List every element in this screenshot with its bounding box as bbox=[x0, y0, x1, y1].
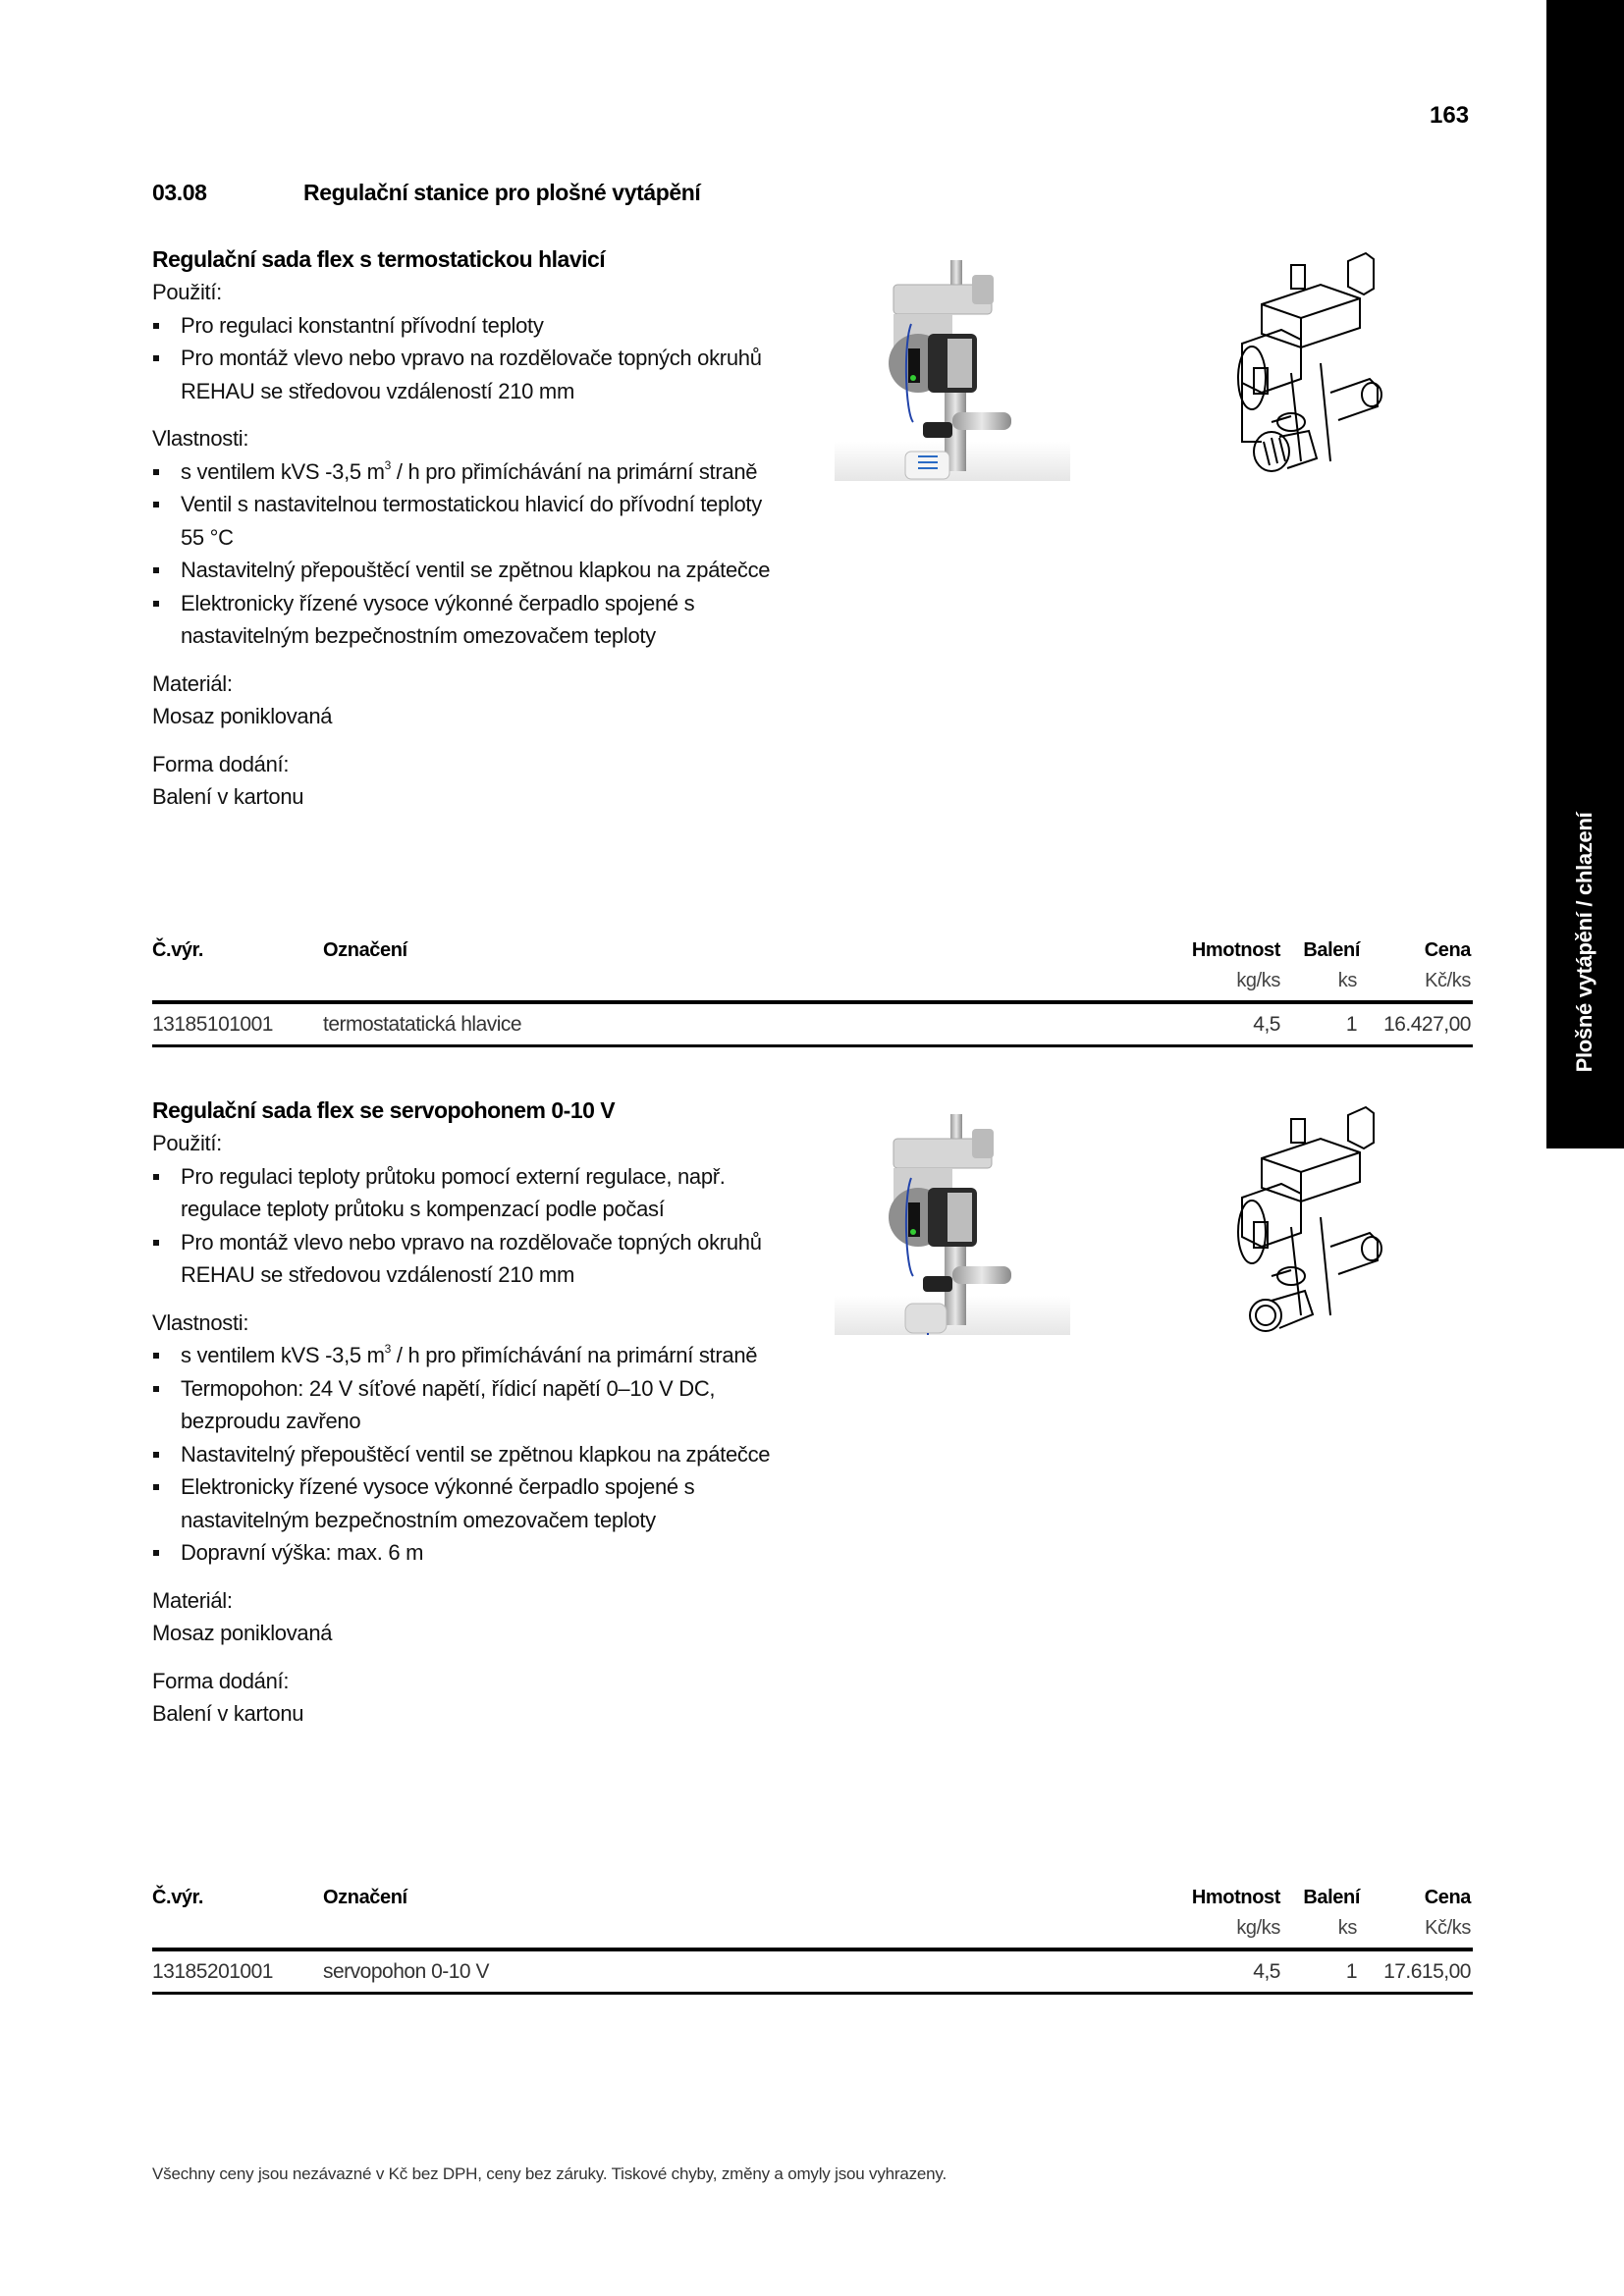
use-list bbox=[152, 309, 790, 408]
product-title: Regulační sada flex se servopohonem 0-10 V bbox=[152, 1097, 616, 1123]
col-pack-header: Balení bbox=[1303, 939, 1360, 961]
col-article-header: Č.výr. bbox=[152, 1887, 204, 1908]
cell-pack: 1 bbox=[1345, 1013, 1357, 1036]
col-price-header: Cena bbox=[1424, 1887, 1471, 1908]
table-row bbox=[152, 1951, 1473, 1995]
mixing-station-thermostatic-photo-icon bbox=[835, 245, 1070, 481]
col-designation-header: Označení bbox=[323, 939, 407, 961]
material-label: Materiál: bbox=[152, 670, 233, 696]
list-item: Pro montáž vlevo nebo vpravo na rozdělovače topných okruhů REHAU se středovou vzdáleností 210 mm bbox=[152, 342, 790, 407]
mixing-station-thermostatic-drawing-icon bbox=[1232, 245, 1389, 481]
mixing-station-servo-photo-icon bbox=[835, 1099, 1070, 1335]
product-table-thermostatic bbox=[152, 928, 1473, 1047]
material-value: Mosaz poniklovaná bbox=[152, 704, 333, 728]
material-label: Materiál: bbox=[152, 1587, 233, 1613]
section-title: Regulační stanice pro plošné vytápění bbox=[303, 180, 701, 205]
table-header bbox=[152, 928, 1473, 1004]
col-pack-header: Balení bbox=[1303, 1887, 1360, 1908]
list-item: Elektronicky řízené vysoce výkonné čerpadlo spojené s nastavitelným bezpečnostním omezovačem teploty bbox=[152, 587, 790, 653]
col-weight-header: Hmotnost bbox=[1191, 1887, 1280, 1908]
cell-weight: 4,5 bbox=[1253, 1013, 1280, 1036]
col-designation-header: Označení bbox=[323, 1887, 407, 1908]
use-list bbox=[152, 1160, 790, 1292]
properties-list bbox=[152, 455, 790, 653]
cell-article: 13185201001 bbox=[152, 1960, 273, 1983]
cell-weight: 4,5 bbox=[1253, 1960, 1280, 1983]
delivery-value: Balení v kartonu bbox=[152, 1701, 304, 1726]
list-item: Pro regulaci konstantní přívodní teploty bbox=[152, 309, 790, 343]
delivery-value: Balení v kartonu bbox=[152, 784, 304, 809]
list-item: Pro regulaci teploty průtoku pomocí externí regulace, např. regulace teploty průtoku s kompenzací podle počasí bbox=[152, 1160, 790, 1226]
use-label: Použití: bbox=[152, 280, 222, 304]
section-number: 03.08 bbox=[152, 180, 207, 205]
delivery-label: Forma dodání: bbox=[152, 1668, 290, 1693]
table-header bbox=[152, 1875, 1473, 1951]
col-weight-unit: kg/ks bbox=[1236, 1917, 1280, 1939]
delivery-label: Forma dodání: bbox=[152, 751, 290, 776]
cell-price: 16.427,00 bbox=[1383, 1013, 1471, 1036]
col-price-unit: Kč/ks bbox=[1425, 1917, 1471, 1939]
properties-label: Vlastnosti: bbox=[152, 426, 249, 451]
col-weight-unit: kg/ks bbox=[1236, 970, 1280, 991]
list-item: s ventilem kVS -3,5 $m^3$ / h pro přimíchávání na primární straně bbox=[152, 1339, 790, 1372]
page-number: 163 bbox=[1430, 102, 1470, 129]
use-label: Použití: bbox=[152, 1131, 222, 1155]
cell-price: 17.615,00 bbox=[1383, 1960, 1471, 1983]
list-item: Nastavitelný přepouštěcí ventil se zpětnou klapkou na zpátečce bbox=[152, 554, 790, 587]
list-item: Elektronicky řízené vysoce výkonné čerpadlo spojené s nastavitelným bezpečnostním omezovačem teploty bbox=[152, 1470, 790, 1536]
cell-designation: termostatatická hlavice bbox=[323, 1013, 522, 1036]
properties-list bbox=[152, 1339, 790, 1570]
list-item: Pro montáž vlevo nebo vpravo na rozdělovače topných okruhů REHAU se středovou vzdáleností 210 mm bbox=[152, 1226, 790, 1292]
cell-article: 13185101001 bbox=[152, 1013, 273, 1036]
list-item: Dopravní výška: max. 6 m bbox=[152, 1536, 790, 1570]
product-title: Regulační sada flex s termostatickou hlavicí bbox=[152, 246, 606, 272]
col-price-header: Cena bbox=[1424, 939, 1471, 961]
list-item: s ventilem kVS -3,5 $m^3$ / h pro přimíchávání na primární straně bbox=[152, 455, 790, 489]
table-row bbox=[152, 1004, 1473, 1047]
list-item: Nastavitelný přepouštěcí ventil se zpětnou klapkou na zpátečce bbox=[152, 1438, 790, 1471]
col-weight-header: Hmotnost bbox=[1191, 939, 1280, 961]
material-value: Mosaz poniklovaná bbox=[152, 1621, 333, 1645]
mixing-station-servo-drawing-icon bbox=[1232, 1099, 1389, 1335]
footer-disclaimer: Všechny ceny jsou nezávazné v Kč bez DPH, ceny bez záruky. Tiskové chyby, změny a omyly jsou vyhrazeny. bbox=[152, 2164, 947, 2183]
chapter-side-tab-label: Plošné vytápění / chlazení bbox=[1572, 812, 1597, 1073]
cell-designation: servopohon 0-10 V bbox=[323, 1960, 489, 1983]
col-pack-unit: ks bbox=[1337, 970, 1357, 991]
list-item: Termopohon: 24 V síťové napětí, řídicí napětí 0–10 V DC, bezproudu zavřeno bbox=[152, 1372, 790, 1438]
list-item: Ventil s nastavitelnou termostatickou hlavicí do přívodní teploty 55 °C bbox=[152, 488, 790, 554]
col-article-header: Č.výr. bbox=[152, 939, 204, 961]
properties-label: Vlastnosti: bbox=[152, 1309, 249, 1335]
section-heading bbox=[152, 180, 700, 206]
cell-pack: 1 bbox=[1345, 1960, 1357, 1983]
col-pack-unit: ks bbox=[1337, 1917, 1357, 1939]
product-table-servo bbox=[152, 1875, 1473, 1995]
col-price-unit: Kč/ks bbox=[1425, 970, 1471, 991]
